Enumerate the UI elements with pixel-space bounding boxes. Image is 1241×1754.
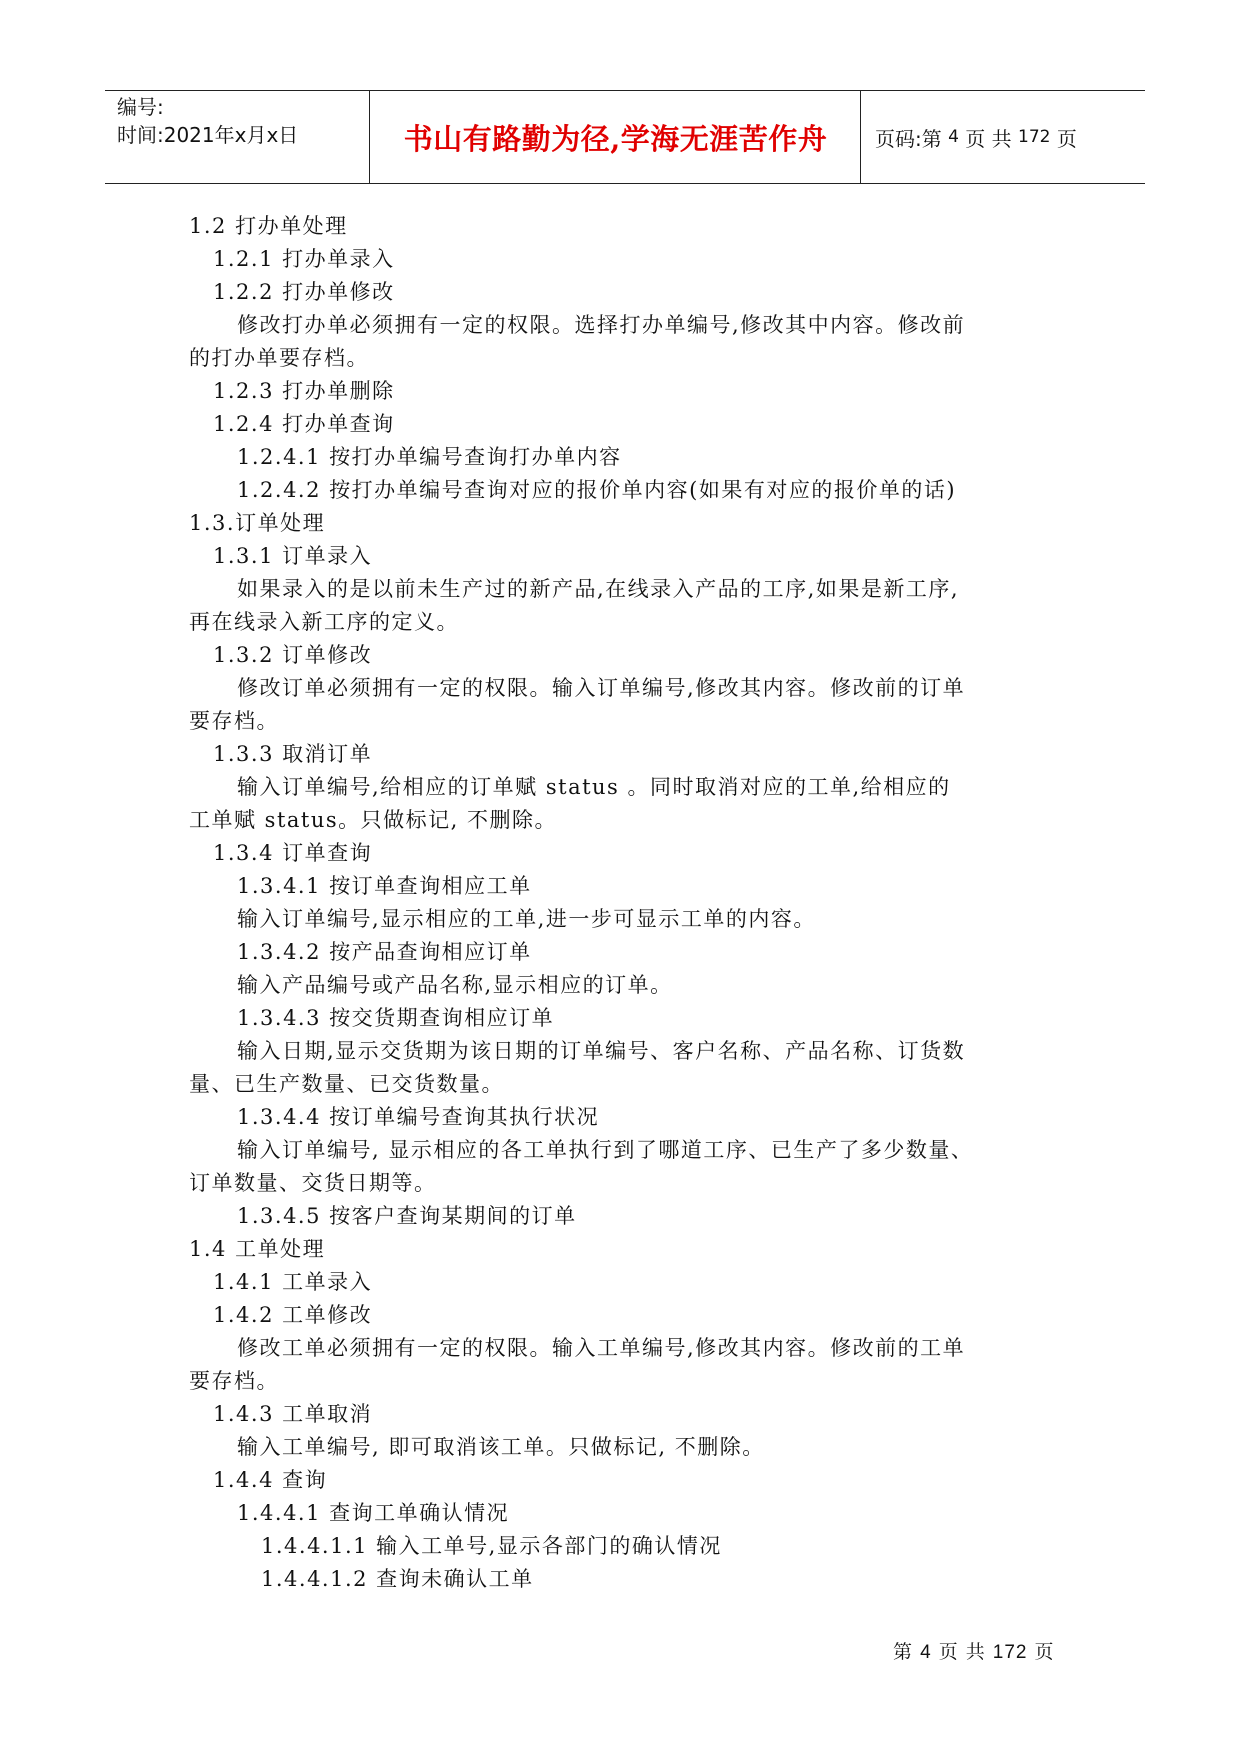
text-line: 1.4.4.1 查询工单确认情况 [237, 1501, 510, 1525]
text-line: 1.4.1 工单录入 [213, 1270, 373, 1294]
text-line: 输入日期,显示交货期为该日期的订单编号、客户名称、产品名称、订货数 [237, 1039, 966, 1063]
header-page-total: 172 [1018, 127, 1051, 147]
document-body [189, 210, 1069, 1596]
text-line: 1.4.4.1.1 输入工单号,显示各部门的确认情况 [261, 1534, 722, 1558]
text-line: 订单数量、交货日期等。 [189, 1171, 437, 1195]
text-line: 1.3.4.3 按交货期查询相应订单 [237, 1006, 555, 1030]
text-line: 输入产品编号或产品名称,显示相应的订单。 [237, 973, 673, 997]
text-line: 修改工单必须拥有一定的权限。输入工单编号,修改其内容。修改前的工单 [237, 1336, 966, 1360]
text-line: 要存档。 [189, 1369, 279, 1393]
footer-page-total: 172 [992, 1642, 1028, 1663]
page-header [105, 90, 1145, 184]
footer-prefix: 第 [893, 1641, 914, 1663]
number-label: 编号: [117, 95, 164, 119]
header-page-number [875, 91, 1077, 183]
text-line: 量、已生产数量、已交货数量。 [189, 1072, 504, 1096]
header-page-suffix: 页 [1056, 126, 1077, 151]
time-label: 时间:2021年x月x日 [117, 123, 299, 147]
footer-page-num: 4 [920, 1642, 932, 1663]
header-meta [117, 93, 367, 149]
footer-mid: 页 共 [938, 1641, 986, 1663]
text-line: 输入订单编号, 显示相应的各工单执行到了哪道工序、已生产了多少数量、 [237, 1138, 974, 1162]
text-line: 如果录入的是以前未生产过的新产品,在线录入产品的工序,如果是新工序, [237, 577, 960, 601]
text-line: 1.2 打办单处理 [189, 214, 348, 238]
text-line: 工单赋 status。只做标记, 不删除。 [189, 808, 558, 832]
text-line: 1.3.4.5 按客户查询某期间的订单 [237, 1204, 577, 1228]
text-line: 1.3.3 取消订单 [213, 742, 373, 766]
text-line: 1.4 工单处理 [189, 1237, 326, 1261]
text-line: 1.3.4.2 按产品查询相应订单 [237, 940, 532, 964]
text-line: 1.3.订单处理 [189, 511, 326, 535]
text-line: 1.2.3 打办单删除 [213, 379, 395, 403]
text-line: 要存档。 [189, 709, 279, 733]
text-line: 1.4.4 查询 [213, 1468, 328, 1492]
text-line: 1.2.4.2 按打办单编号查询对应的报价单内容(如果有对应的报价单的话) [237, 478, 957, 502]
text-line: 1.2.1 打办单录入 [213, 247, 395, 271]
text-line: 1.3.4.1 按订单查询相应工单 [237, 874, 532, 898]
text-line: 1.2.4 打办单查询 [213, 412, 395, 436]
header-divider-right [860, 91, 861, 183]
text-line: 输入工单编号, 即可取消该工单。只做标记, 不删除。 [237, 1435, 765, 1459]
text-line: 1.4.3 工单取消 [213, 1402, 373, 1426]
page-footer [893, 1637, 1055, 1664]
text-line: 修改打办单必须拥有一定的权限。选择打办单编号,修改其中内容。修改前 [237, 313, 966, 337]
footer-suffix: 页 [1034, 1641, 1055, 1663]
text-line: 输入订单编号,显示相应的工单,进一步可显示工单的内容。 [237, 907, 816, 931]
text-line: 1.2.2 打办单修改 [213, 280, 395, 304]
header-divider-left [369, 91, 370, 183]
text-line: 再在线录入新工序的定义。 [189, 610, 459, 634]
header-page-mid: 页 共 [965, 126, 1012, 151]
text-line: 1.3.4 订单查询 [213, 841, 373, 865]
text-line: 1.2.4.1 按打办单编号查询打办单内容 [237, 445, 622, 469]
header-page-num: 4 [948, 127, 959, 147]
header-motto: 书山有路勤为径,学海无涯苦作舟 [403, 121, 828, 156]
text-line: 1.3.1 订单录入 [213, 544, 373, 568]
text-line: 1.4.4.1.2 查询未确认工单 [261, 1567, 534, 1591]
header-page-prefix: 页码:第 [875, 126, 942, 151]
text-line: 输入订单编号,给相应的订单赋 status 。同时取消对应的工单,给相应的 [237, 775, 951, 799]
text-line: 的打办单要存档。 [189, 346, 369, 370]
text-line: 1.4.2 工单修改 [213, 1303, 373, 1327]
text-line: 1.3.4.4 按订单编号查询其执行状况 [237, 1105, 600, 1129]
text-line: 1.3.2 订单修改 [213, 643, 373, 667]
text-line: 修改订单必须拥有一定的权限。输入订单编号,修改其内容。修改前的订单 [237, 676, 966, 700]
